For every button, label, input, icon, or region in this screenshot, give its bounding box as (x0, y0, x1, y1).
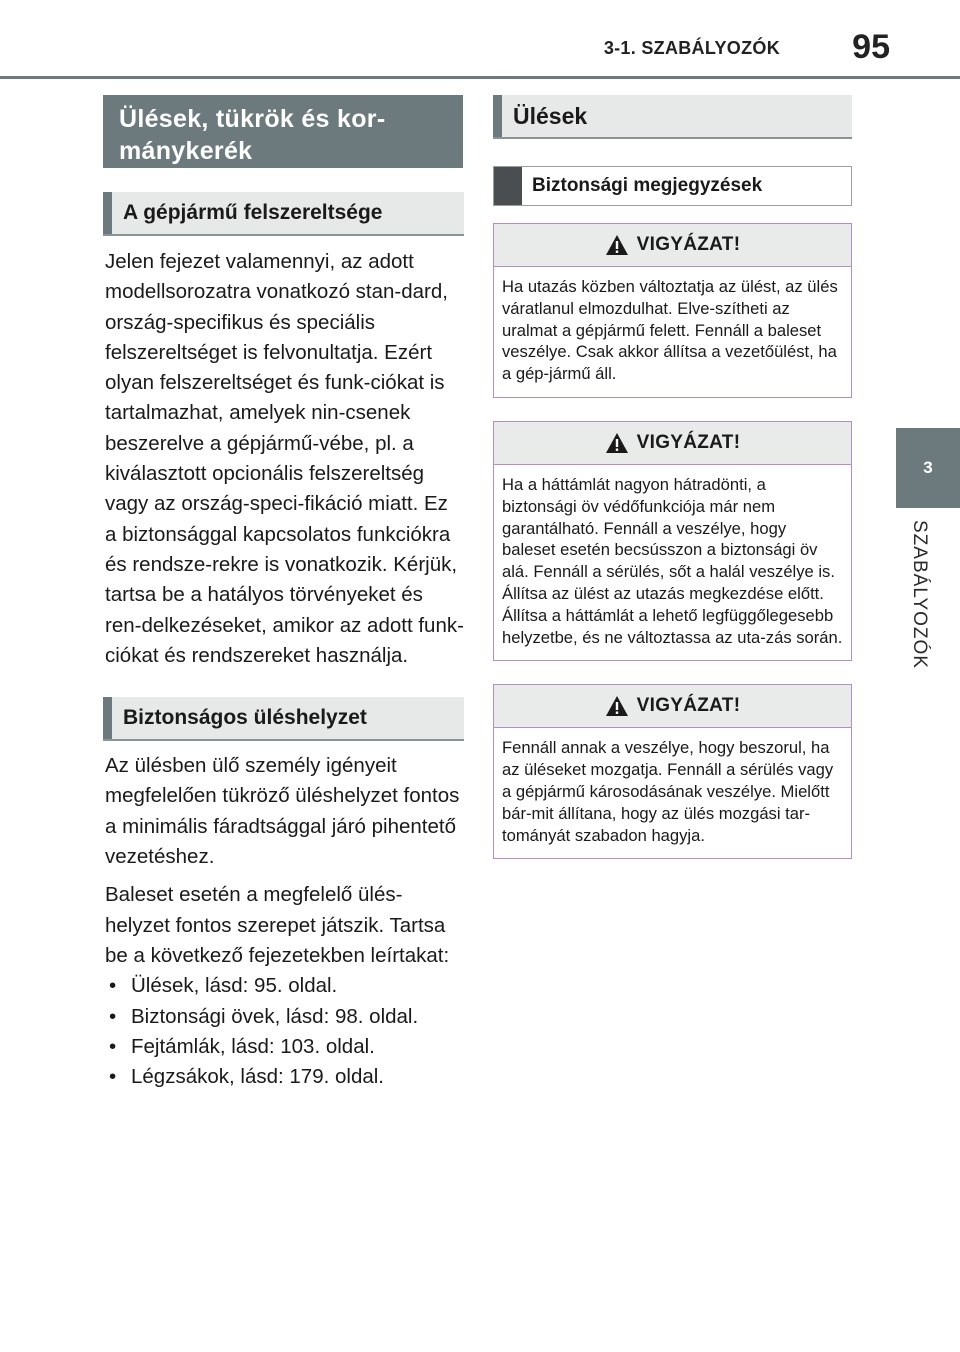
chapter-title: Ülések, tükrök és kor-mánykerék (103, 95, 463, 168)
seating-paragraph-1: Az ülésben ülő személy igényeit megfelelően tükröző üléshelyzet fontos a minimális fáradtsággal járó pihentető vezetéshez. (105, 754, 460, 869)
list-item: • Biztonsági övek, lásd: 98. oldal. (105, 1002, 464, 1032)
list-item: • Fejtámlák, lásd: 103. oldal. (105, 1032, 464, 1062)
header-rule (0, 76, 960, 79)
warning-header (494, 224, 851, 267)
list-item: • Ülések, lásd: 95. oldal. (105, 971, 464, 1001)
section-heading-equipment (103, 192, 464, 236)
warning-box-2 (493, 421, 852, 661)
warning-triangle-icon (605, 432, 629, 454)
warning-text: Ha a háttámlát nagyon hátradönti, a biztonsági öv védőfunkciója már nem garantálható. Fennáll a veszélye, hogy baleset esetén becsússzon a biztonsági öv alá. Fennáll a sérülés, sőt a halál veszélye is. Állítsa az ülést az utazás megkezdése előtt. Állítsa a háttámlát a lehető legfüggőlegesebb helyzetbe, és ne változtassa az uta-zás során. (502, 474, 843, 647)
left-column (103, 95, 464, 1092)
list-item: • Légzsákok, lásd: 179. oldal. (105, 1062, 464, 1092)
equipment-paragraph: Jelen fejezet valamennyi, az adott modellsorozatra vonatkozó stan-dard, ország-specifikus és speciális felszereltséget is felvonultatja. Ezért olyan felszereltséget és funk-ciókat is tartalmazhat, amelyek nin-csenek beszerelve a gépjármű-vébe, pl. a kiválasztott opcionális felszereltség vagy az ország-speci-fikáció miatt. Ez a biztonsággal kapcsolatos funkciókra és rendsze-rekre is vonatkozik. Kérjük, tartsa be a hatályos törvényeket és ren-delkezéseket, amikor az adott funk-ciókat és rendszereket használja. (105, 250, 464, 667)
warning-text: Fennáll annak a veszélye, hogy beszorul, ha az üléseket mozgatja. Fennáll a sérülés vagy a gépjármű károsodásának veszélye. Mielőtt bár-mit állítana, hogy az ülés mozgási tar-tományát szabadon hagyja. (502, 738, 834, 845)
safety-notes-heading (493, 166, 852, 206)
seating-paragraph-2: Baleset esetén a megfelelő ülés-helyzet fontos szerepet játszik. Tartsa be a következő fejezetekben leírtakat: (105, 883, 450, 967)
warning-title: VIGYÁZAT! (636, 234, 741, 255)
warning-box-3 (493, 684, 852, 859)
right-column (493, 95, 852, 859)
safety-notes-heading-text: Biztonsági megjegyzések (532, 175, 763, 196)
chapter-tab-label: SZABÁLYOZÓK (909, 520, 930, 669)
section-heading-seats-text: Ülések (513, 102, 588, 129)
chapter-tab: 3 (896, 428, 960, 508)
reference-list (103, 971, 464, 1092)
section-heading-seating-position (103, 697, 464, 741)
running-header-section: 3-1. SZABÁLYOZÓK (603, 38, 780, 58)
warning-triangle-icon (605, 234, 629, 256)
page-number: 95 (852, 28, 890, 66)
warning-text: Ha utazás közben változtatja az ülést, az ülés váratlanul elmozdulhat. Elve-szítheti az uralmat a gépjármű felett. Fennáll a baleset veszélye. Csak akkor állítsa a vezetőülést, ha a gép-jármű áll. (502, 277, 838, 384)
warning-title: VIGYÁZAT! (636, 431, 741, 453)
warning-box-1 (493, 223, 852, 398)
warning-triangle-icon (605, 695, 629, 717)
warning-title: VIGYÁZAT! (636, 695, 741, 717)
warning-header (494, 685, 851, 728)
section-heading-seating-position-text: Biztonságos üléshelyzet (123, 706, 367, 730)
section-heading-seats (493, 95, 852, 139)
warning-header (494, 422, 851, 465)
section-heading-equipment-text: A gépjármű felszereltsége (123, 201, 383, 224)
